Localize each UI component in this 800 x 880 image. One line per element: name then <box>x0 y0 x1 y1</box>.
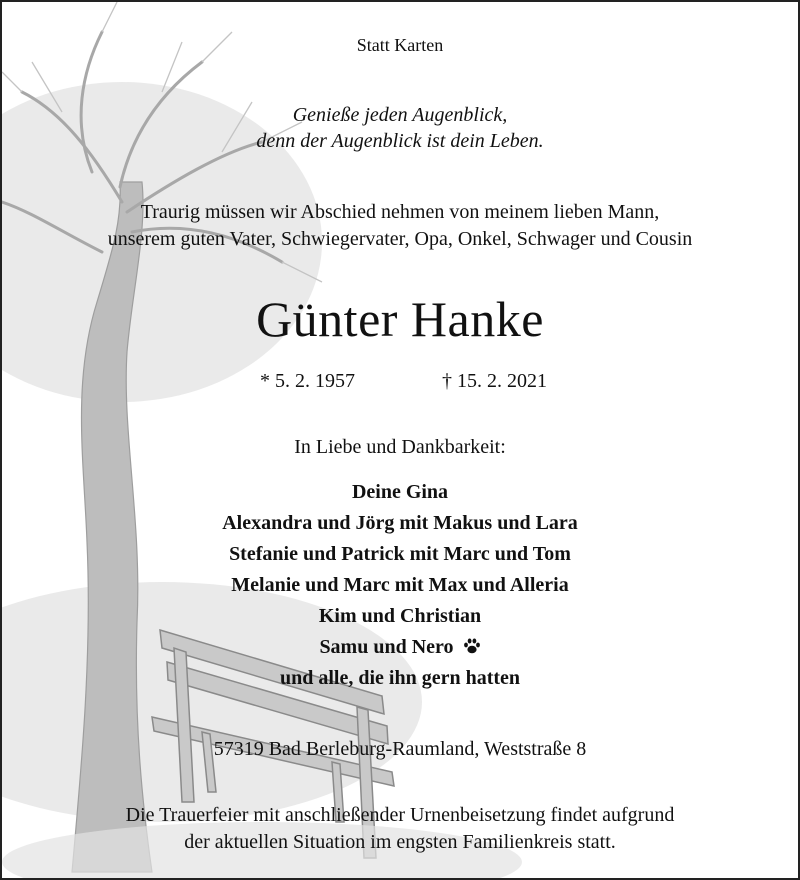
funeral-notice <box>2 802 798 856</box>
quote <box>2 102 798 154</box>
quote-line-1: Genieße jeden Augenblick, <box>292 104 508 126</box>
paw-icon <box>463 634 481 665</box>
mourner-line: Deine Gina <box>351 481 449 503</box>
statt-karten-label: Statt Karten <box>356 35 444 55</box>
mourner-line: Melanie und Marc mit Max und Alleria <box>231 574 569 596</box>
mourner-line: Kim und Christian <box>318 605 482 627</box>
death-date: † 15. 2. 2021 <box>442 370 547 392</box>
mourners-lead: In Liebe und Dankbarkeit: <box>294 436 506 458</box>
mourner-line: und alle, die ihn gern hatten <box>279 667 521 689</box>
mourner-line: Stefanie und Patrick mit Marc und Tom <box>229 543 571 565</box>
intro-line-2: unserem guten Vater, Schwiegervater, Opa, Onkel, Schwager und Cousin <box>107 228 693 250</box>
address: 57319 Bad Berleburg-Raumland, Weststraße 8 <box>213 738 587 760</box>
mourner-line: Samu und Nero <box>319 636 454 658</box>
intro-line-1: Traurig müssen wir Abschied nehmen von meinem lieben Mann, <box>140 201 660 223</box>
birth-date: * 5. 2. 1957 <box>260 370 355 392</box>
mourner-line-pets <box>2 632 798 663</box>
mourners-list <box>2 477 798 694</box>
notice-line-1: Die Trauerfeier mit anschließender Urnenbeisetzung findet aufgrund <box>125 804 675 826</box>
deceased-name: Günter Hanke <box>256 291 544 347</box>
quote-line-2: denn der Augenblick ist dein Leben. <box>256 130 544 152</box>
intro-text <box>2 199 798 253</box>
notice-line-2: der aktuellen Situation im engsten Familienkreis statt. <box>184 831 616 853</box>
mourner-line: Alexandra und Jörg mit Makus und Lara <box>222 512 578 534</box>
